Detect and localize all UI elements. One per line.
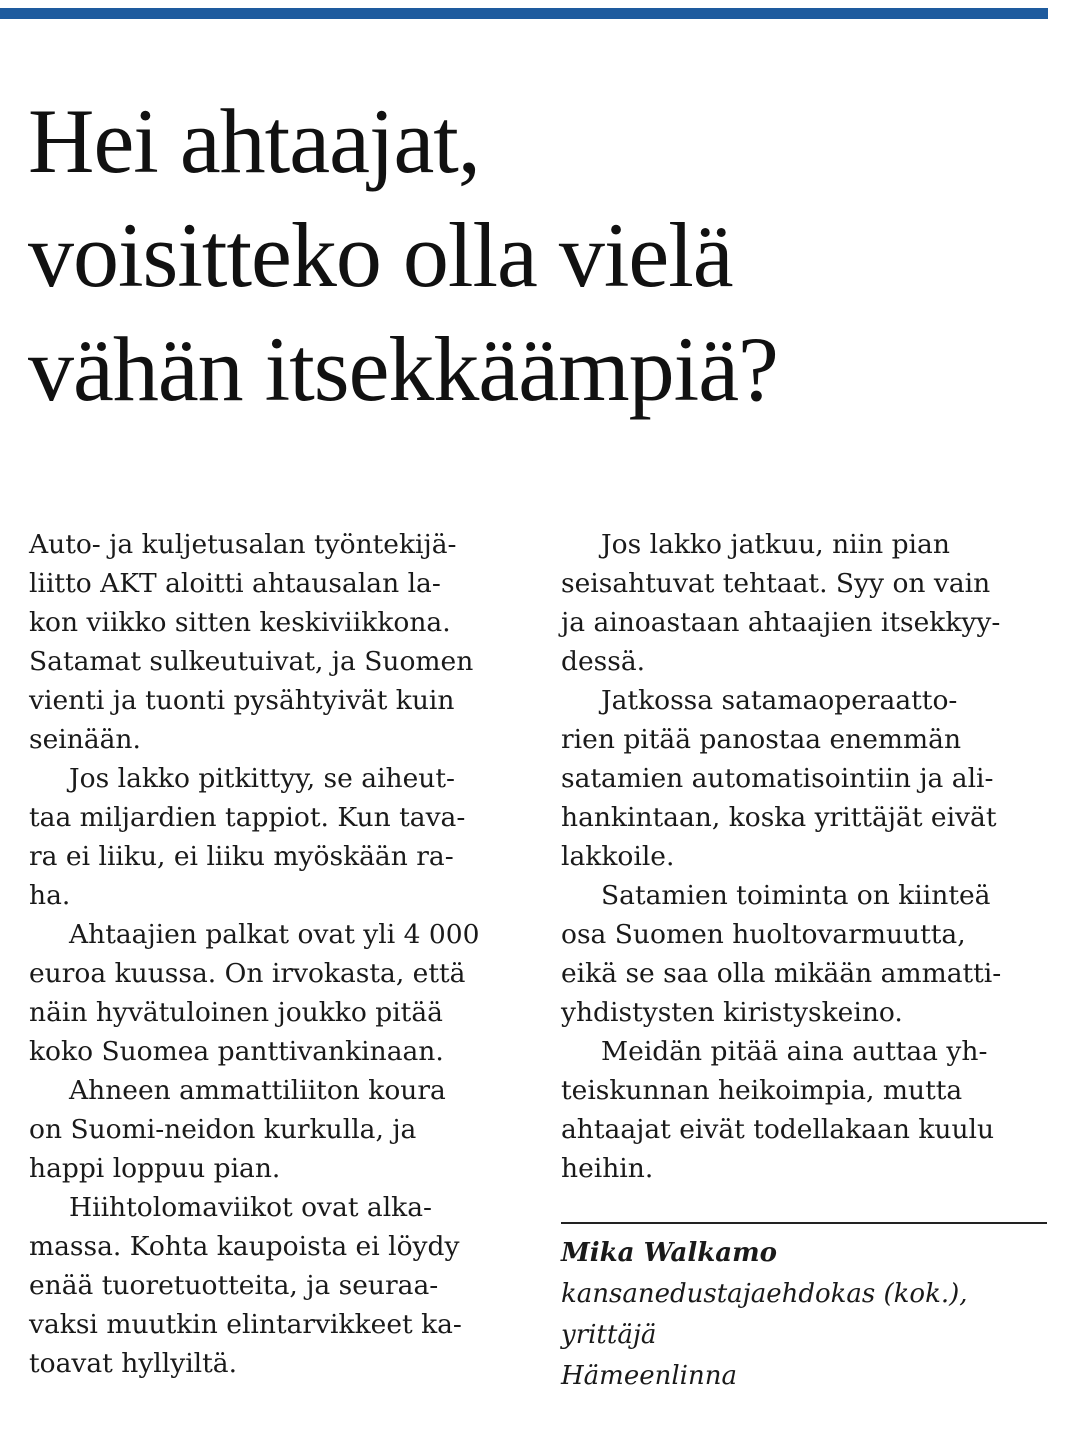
paragraph: Auto- ja kuljetusalan työntekijä- liitto AKT aloitti ahtausalan la- kon viikko sitten keskiviikkona. Satamat sulkeutuivat, ja Suomen vienti ja tuonti pysähtyivät kuin seinään. [29,529,474,755]
paragraph: Hiihtolomaviikot ovat alka- massa. Kohta kaupoista ei löydy enää tuoretuotteita, ja seuraa- vaksi muutkin elintarvikkeet ka- toavat hyllyiltä. [29,1192,462,1379]
author-title: kansanedustajaehdokas (kok.), [561,1279,968,1309]
signature-block [561,1233,1051,1397]
paragraph: Jatkossa satamaoperaatto- rien pitää panostaa enemmän satamien automatisointiin ja ali- hankintaan, koska yrittäjät eivät lakkoile. [561,685,997,872]
paragraph: Meidän pitää aina auttaa yh- teiskunnan heikoimpia, mutta ahtaajat eivät todellakaan kuulu heihin. [561,1036,995,1184]
paragraph: Ahneen ammattiliiton koura on Suomi-neidon kurkulla, ja happi loppuu pian. [29,1075,446,1184]
paragraph: Jos lakko pitkittyy, se aiheut- taa miljardien tappiot. Kun tava- ra ei liiku, ei liiku myöskään ra- ha. [29,763,466,911]
headline-line: Hei ahtaajat, [28,90,480,192]
headline-line: vähän itsekkäämpiä? [28,318,778,420]
article-left-column [29,525,529,1383]
headline-line: voisitteko olla vielä [28,204,733,306]
article-right-column [561,525,1051,1188]
paragraph: Ahtaajien palkat ovat yli 4 000 euroa kuussa. On irvokasta, että näin hyvätuloinen joukko pitää koko Suomea panttivankinaan. [29,919,480,1067]
author-occupation: yrittäjä [561,1320,657,1350]
signature-divider [561,1222,1047,1224]
author-city: Hämeenlinna [561,1361,737,1391]
paragraph: Jos lakko jatkuu, niin pian seisahtuvat tehtaat. Syy on vain ja ainoastaan ahtaajien itsekkyy- dessä. [561,529,1001,677]
paragraph: Satamien toiminta on kiinteä osa Suomen huoltovarmuutta, eikä se saa olla mikään ammatti- yhdistysten kiristyskeino. [561,880,1002,1028]
headline [28,84,1028,426]
top-accent-bar [0,8,1048,19]
author-name: Mika Walkamo [561,1238,777,1268]
